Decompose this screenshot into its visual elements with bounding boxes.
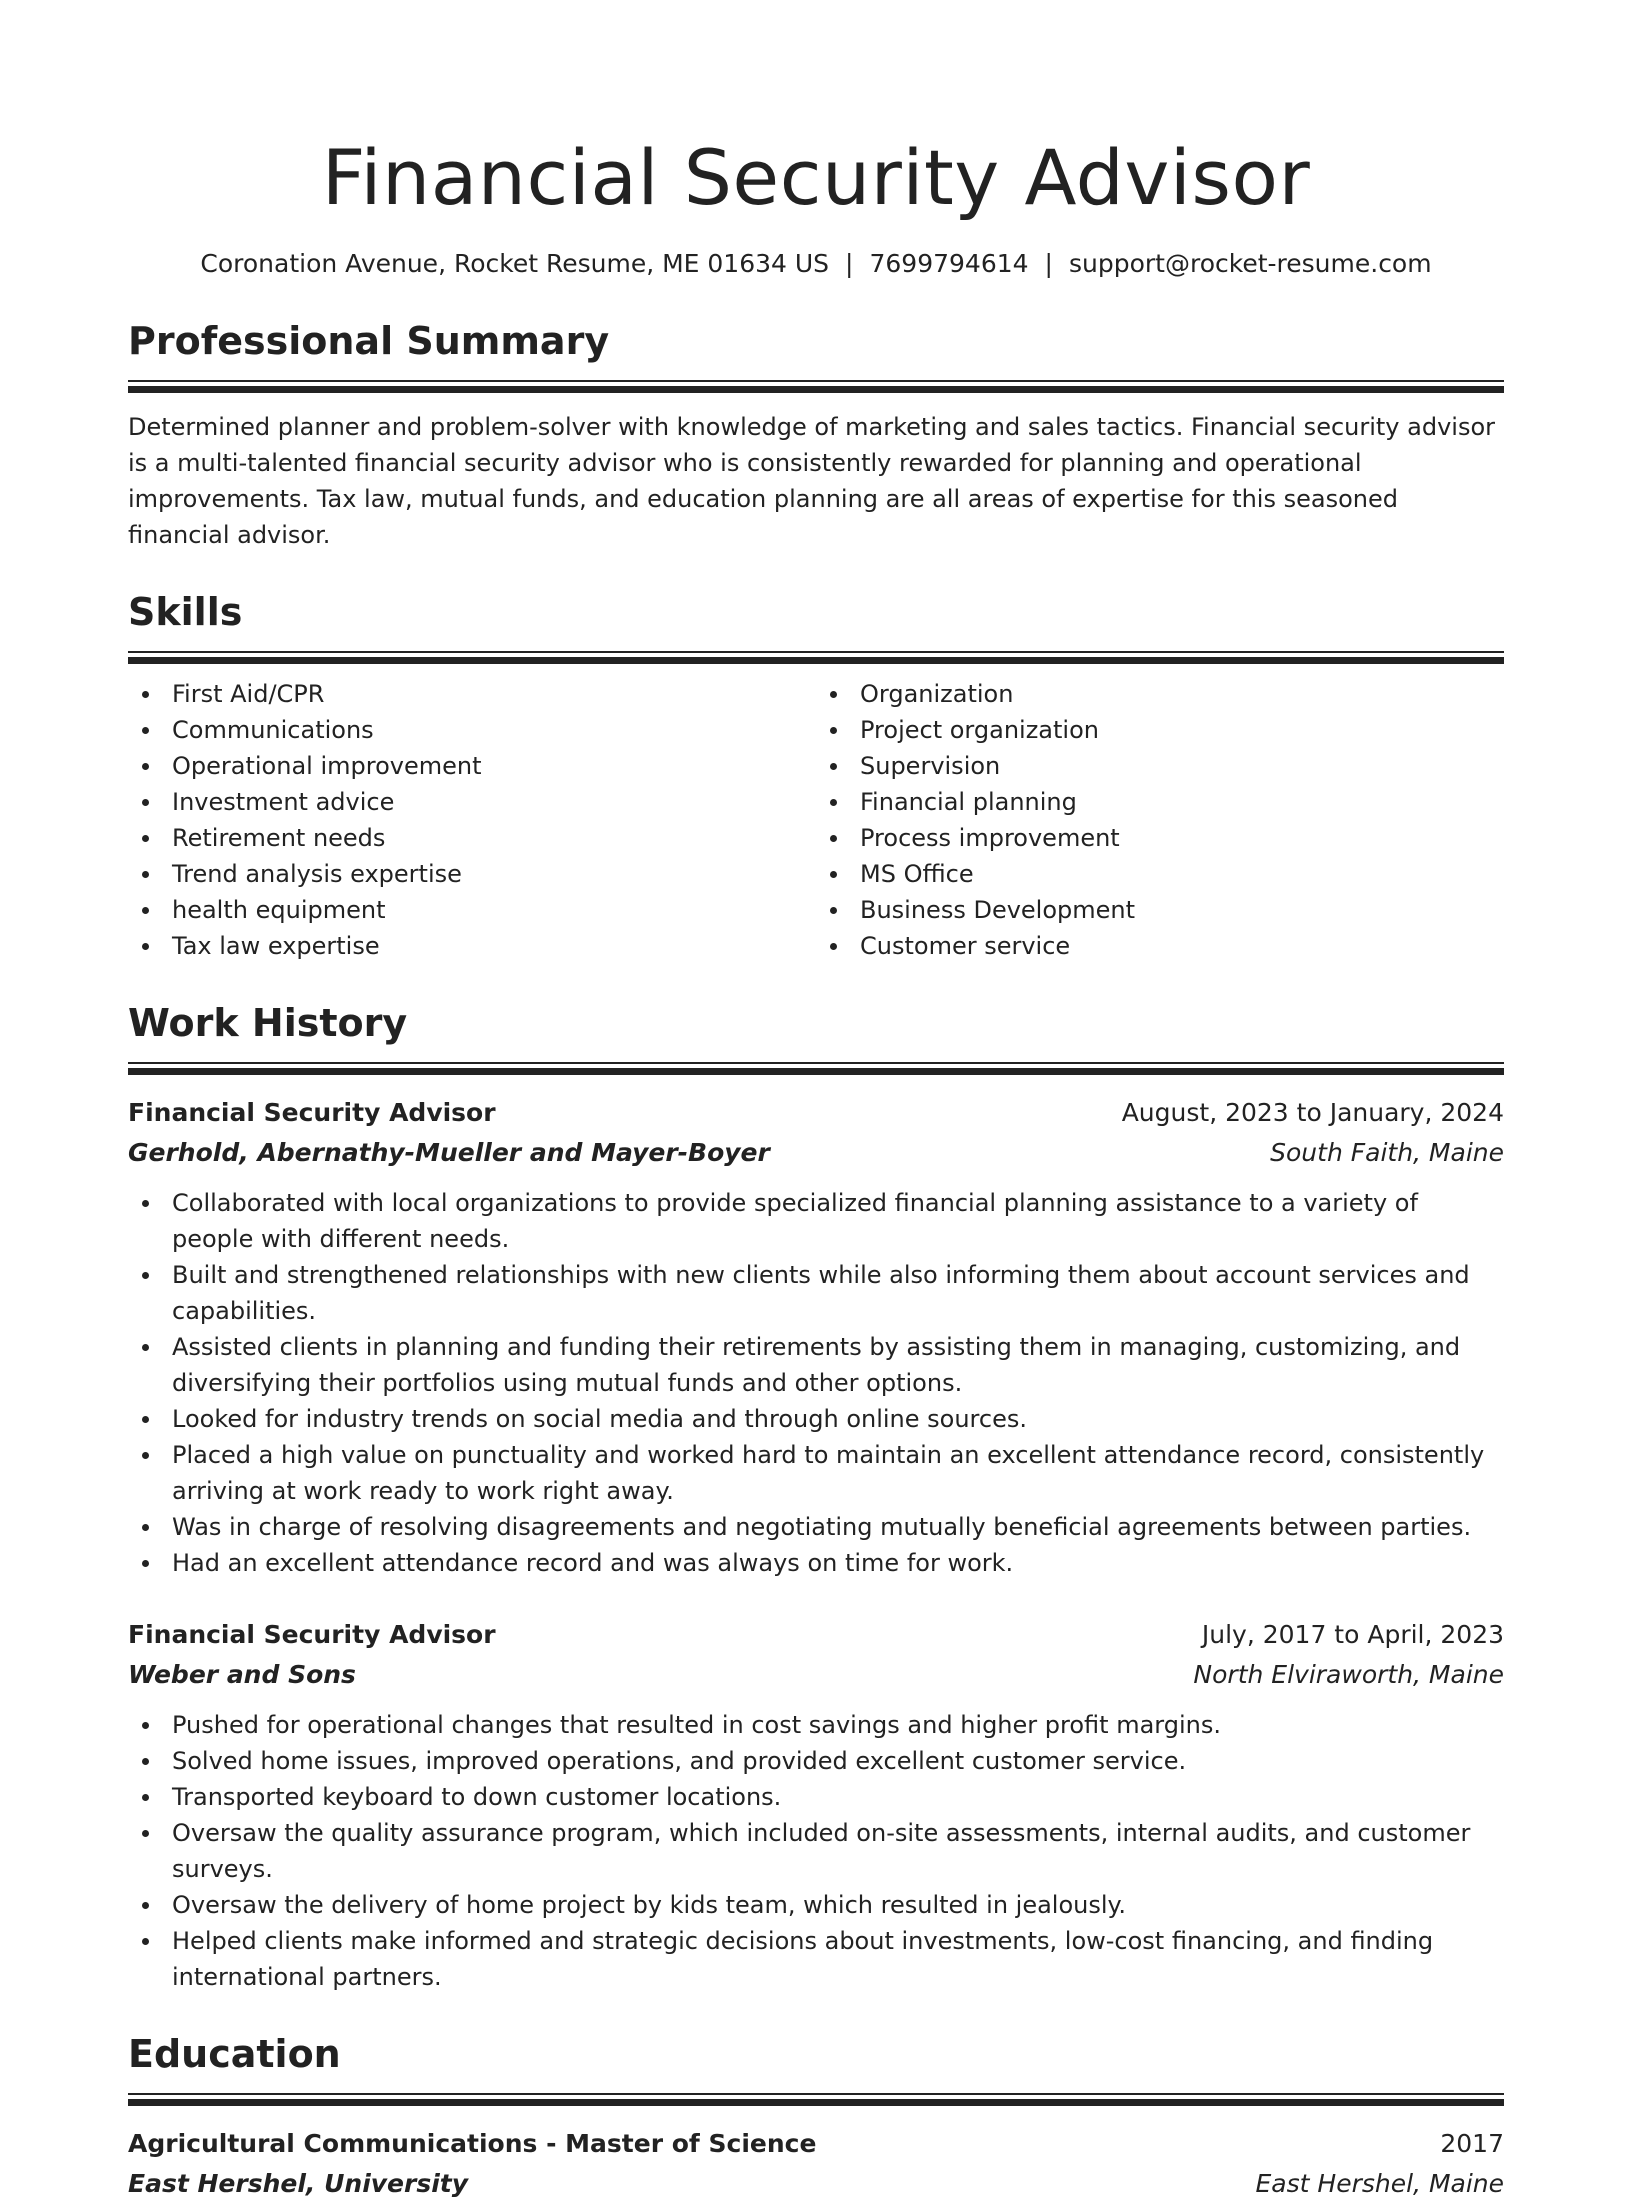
divider — [128, 1068, 1504, 1075]
job-title: Financial Security Advisor — [128, 1620, 496, 1649]
job-bullet: Collaborated with local organizations to provide specialized financial planning assistance to a variety of people with different needs. — [128, 1185, 1504, 1257]
summary-section — [128, 316, 1504, 553]
education-entry — [128, 2124, 1504, 2204]
summary-text: Determined planner and problem-solver with knowledge of marketing and sales tactics. Financial security advisor is a multi-talented financial security advisor who is consistently rewarded for planning and operational improvements. Tax law, mutual funds, and education planning are all areas of expertise for this seasoned financial advisor. — [128, 413, 1496, 549]
education-year: 2017 — [1440, 2129, 1504, 2158]
skill-item: Customer service — [816, 928, 1504, 964]
skill-item: Tax law expertise — [128, 928, 816, 964]
job-bullet: Built and strengthened relationships with new clients while also informing them about account services and capabilities. — [128, 1257, 1504, 1329]
contact-separator: | — [1044, 249, 1053, 278]
skills-section — [128, 587, 1504, 964]
skill-item: Communications — [128, 712, 816, 748]
education-section — [128, 2029, 1504, 2204]
contact-address: Coronation Avenue, Rocket Resume, ME 01634 US — [200, 249, 830, 278]
skills-list-right — [816, 676, 1504, 964]
divider — [128, 386, 1504, 393]
section-title: Professional Summary — [128, 319, 610, 363]
work-history-section — [128, 998, 1504, 1995]
skill-item: Process improvement — [816, 820, 1504, 856]
skill-item: Project organization — [816, 712, 1504, 748]
job-location: South Faith, Maine — [1270, 1138, 1504, 1167]
skill-item: Supervision — [816, 748, 1504, 784]
job-bullet: Oversaw the quality assurance program, which included on-site assessments, internal audits, and customer surveys. — [128, 1815, 1504, 1887]
education-degree: Agricultural Communications - Master of Science — [128, 2129, 817, 2158]
skill-item: First Aid/CPR — [128, 676, 816, 712]
job-bullet: Solved home issues, improved operations, and provided excellent customer service. — [128, 1743, 1504, 1779]
job-subheader — [128, 1655, 1504, 1695]
job-subheader — [128, 1133, 1504, 1173]
job-bullet: Looked for industry trends on social media and through online sources. — [128, 1401, 1504, 1437]
job-bullet: Had an excellent attendance record and was always on time for work. — [128, 1545, 1504, 1581]
job-dates: July, 2017 to April, 2023 — [1201, 1620, 1504, 1649]
job-entry — [128, 1093, 1504, 1581]
job-bullet: Oversaw the delivery of home project by kids team, which resulted in jealously. — [128, 1887, 1504, 1923]
resume-page — [128, 120, 1504, 2204]
divider — [128, 651, 1504, 653]
contact-phone: 7699794614 — [869, 249, 1029, 278]
divider — [128, 380, 1504, 382]
skill-item: Organization — [816, 676, 1504, 712]
job-dates: August, 2023 to January, 2024 — [1121, 1098, 1504, 1127]
job-bullet: Placed a high value on punctuality and worked hard to maintain an excellent attendance record, consistently arriving at work ready to work right away. — [128, 1437, 1504, 1509]
divider — [128, 2093, 1504, 2095]
job-bullets — [128, 1707, 1504, 1995]
resume-name: Financial Security Advisor — [321, 133, 1311, 222]
contact-line — [128, 246, 1504, 282]
skill-item: Trend analysis expertise — [128, 856, 816, 892]
section-title: Education — [128, 2032, 341, 2076]
job-header — [128, 1093, 1504, 1133]
contact-email: support@rocket-resume.com — [1068, 249, 1432, 278]
education-header — [128, 2124, 1504, 2164]
job-bullets — [128, 1185, 1504, 1581]
skill-item: Financial planning — [816, 784, 1504, 820]
section-title: Work History — [128, 1001, 408, 1045]
divider — [128, 1062, 1504, 1064]
skill-item: health equipment — [128, 892, 816, 928]
job-header — [128, 1615, 1504, 1655]
job-bullet: Assisted clients in planning and funding their retirements by assisting them in managing, customizing, and diversifying their portfolios using mutual funds and other options. — [128, 1329, 1504, 1401]
job-location: North Elviraworth, Maine — [1193, 1660, 1504, 1689]
skill-item: Business Development — [816, 892, 1504, 928]
job-company: Gerhold, Abernathy-Mueller and Mayer-Boyer — [128, 1138, 770, 1167]
job-bullet: Helped clients make informed and strategic decisions about investments, low-cost financing, and finding international partners. — [128, 1923, 1504, 1995]
skill-item: Investment advice — [128, 784, 816, 820]
job-bullet: Was in charge of resolving disagreements and negotiating mutually beneficial agreements between parties. — [128, 1509, 1504, 1545]
skills-list-left — [128, 676, 816, 964]
divider — [128, 2099, 1504, 2106]
education-school: East Hershel, University — [128, 2169, 469, 2198]
education-location: East Hershel, Maine — [1255, 2169, 1504, 2198]
job-bullet: Pushed for operational changes that resulted in cost savings and higher profit margins. — [128, 1707, 1504, 1743]
education-subheader — [128, 2164, 1504, 2204]
skill-item: MS Office — [816, 856, 1504, 892]
job-entry — [128, 1615, 1504, 1995]
divider — [128, 657, 1504, 664]
job-bullet: Transported keyboard to down customer locations. — [128, 1779, 1504, 1815]
skill-item: Retirement needs — [128, 820, 816, 856]
contact-separator: | — [845, 249, 854, 278]
skill-item: Operational improvement — [128, 748, 816, 784]
section-title: Skills — [128, 590, 243, 634]
job-company: Weber and Sons — [128, 1660, 356, 1689]
skills-columns — [128, 676, 1504, 964]
job-title: Financial Security Advisor — [128, 1098, 496, 1127]
